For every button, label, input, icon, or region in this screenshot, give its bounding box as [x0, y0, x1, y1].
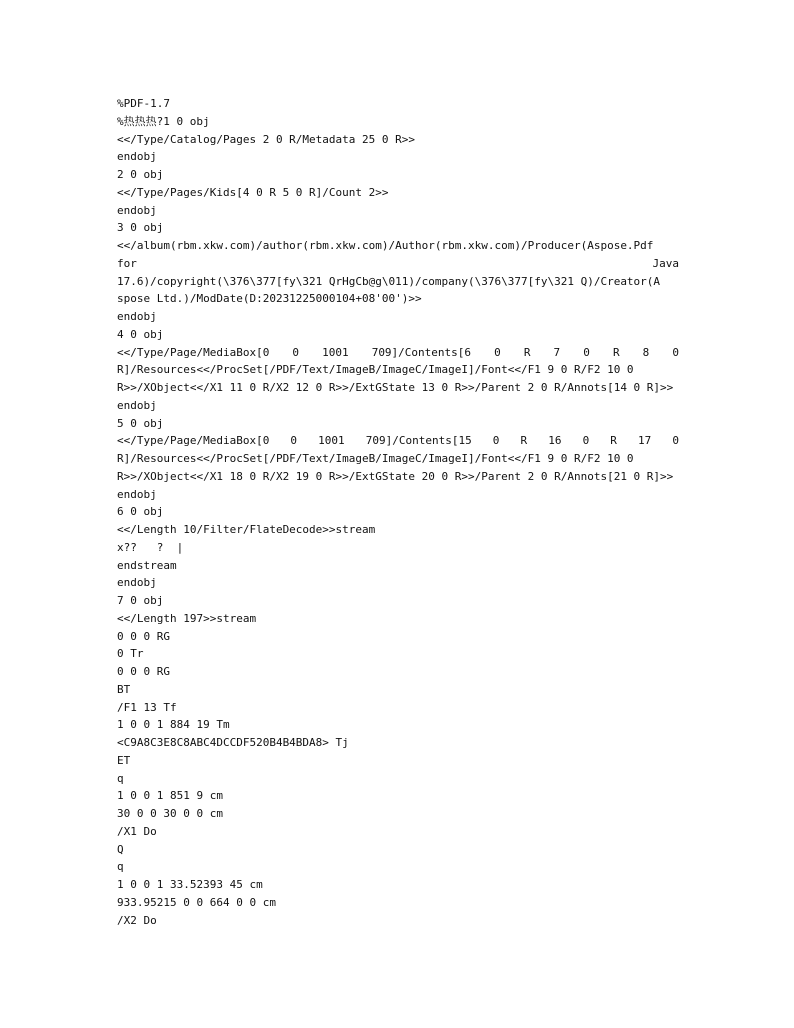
text-line: q: [117, 860, 124, 874]
text-line: <</Type/Page/MediaBox[0 0 1001 709]/Contents[6 0 R 7 0 R 8 0: [117, 345, 679, 359]
text-line: endobj: [117, 398, 157, 412]
text-line: <</Type/Page/MediaBox[0 0 1001 709]/Contents[15 0 R 16 0 R 17 0: [117, 434, 679, 448]
text-line: endstream: [117, 558, 177, 572]
text-line: /X2 Do: [117, 913, 157, 927]
text-line: 7 0 obj: [117, 594, 164, 607]
text-line: for Java: [117, 256, 679, 270]
text-line: /X1 Do: [117, 824, 157, 838]
text-line: 933.95215 0 0 664 0 0 cm: [117, 895, 276, 909]
text-line: 6 0 obj: [117, 505, 164, 519]
text-line: 1 0 0 1 884 19 Tm: [117, 718, 230, 732]
text-line: R>>/XObject<</X1 18 0 R/X2 19 0 R>>/ExtGState 20 0 R>>/Parent 2 0 R/Annots[21 0 R]>>: [117, 469, 674, 483]
text-line: R]/Resources<</ProcSet[/PDF/Text/ImageB/ImageC/ImageI]/Font<</F1 9 0 R/F2 10 0: [117, 363, 634, 377]
text-line: %热热热?1 0 obj: [117, 114, 210, 128]
text-line: 1 0 0 1 33.52393 45 cm: [117, 878, 263, 891]
text-line: /F1 13 Tf: [117, 700, 177, 714]
text-line: <</Length 197>>stream: [117, 611, 257, 625]
text-line: endobj: [117, 150, 157, 164]
text-line: endobj: [117, 576, 157, 590]
text-line: 2 0 obj: [117, 168, 164, 181]
text-line: 4 0 obj: [117, 327, 164, 341]
text-line: endobj: [117, 203, 157, 217]
text-line: spose Ltd.)/ModDate(D:20231225000104+08'00')>>: [117, 292, 422, 306]
text-line: endobj: [117, 487, 157, 501]
text-line: x?? ? |: [117, 540, 184, 554]
text-line: 30 0 0 30 0 0 cm: [117, 807, 223, 820]
text-line: 5 0 obj: [117, 416, 164, 430]
text-line: <</Type/Pages/Kids[4 0 R 5 0 R]/Count 2>>: [117, 185, 389, 199]
text-line: %PDF-1.7: [117, 97, 170, 110]
text-line: endobj: [117, 310, 157, 323]
text-line: <</Length 10/Filter/FlateDecode>>stream: [117, 523, 376, 536]
text-line: <</Type/Catalog/Pages 2 0 R/Metadata 25 0 R>>: [117, 132, 416, 146]
text-line: 0 0 0 RG: [117, 629, 170, 643]
text-line: 0 Tr: [117, 647, 144, 661]
text-line: Q: [117, 842, 124, 856]
pdf-source-text: [117, 95, 679, 929]
text-line: 17.6)/copyright(\376\377[fy\321 QrHgCb@g\011)/company(\376\377[fy\321 Q)/Creator(A: [117, 274, 661, 288]
text-line: ET: [117, 753, 131, 767]
text-line: R]/Resources<</ProcSet[/PDF/Text/ImageB/ImageC/ImageI]/Font<</F1 9 0 R/F2 10 0: [117, 452, 634, 465]
text-line: 0 0 0 RG: [117, 665, 170, 678]
text-line: q: [117, 771, 124, 785]
text-line: <C9A8C3E8C8ABC4DCCDF520B4B4BDA8> Tj: [117, 736, 349, 749]
text-line: <</album(rbm.xkw.com)/author(rbm.xkw.com)/Author(rbm.xkw.com)/Producer(Aspose.Pdf: [117, 239, 654, 252]
text-line: 1 0 0 1 851 9 cm: [117, 789, 223, 803]
text-line: R>>/XObject<</X1 11 0 R/X2 12 0 R>>/ExtGState 13 0 R>>/Parent 2 0 R/Annots[14 0 R]>>: [117, 381, 674, 394]
text-line: 3 0 obj: [117, 221, 164, 235]
text-line: BT: [117, 682, 131, 696]
